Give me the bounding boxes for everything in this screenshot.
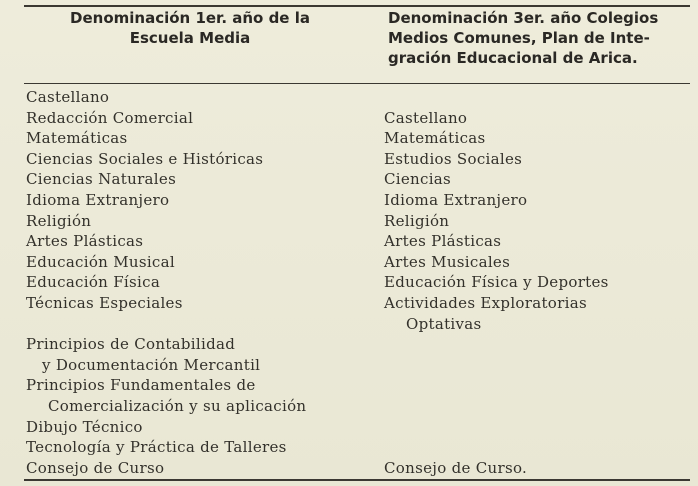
list-item: Comercialización y su aplicación (48, 396, 307, 415)
list-item: Principios de Contabilidad (26, 335, 236, 354)
list-item: Ciencias Sociales e Históricas (26, 149, 264, 168)
list-item: Estudios Sociales (384, 149, 523, 168)
left-subject-list (26, 87, 376, 478)
header-rule (24, 83, 690, 84)
list-item: Ciencias (384, 170, 452, 189)
list-item: Artes Plásticas (26, 232, 144, 251)
bottom-rule (24, 479, 690, 481)
list-item: Optativas (406, 314, 482, 333)
header-right: Denominación 3er. año Colegios Medios Comunes, Plan de Inte- gración Educacional de Arica. (388, 9, 659, 67)
list-item: Artes Musicales (384, 252, 511, 271)
list-item: Ciencias Naturales (26, 170, 177, 189)
list-item: Matemáticas (26, 129, 128, 148)
list-item: Artes Plásticas (384, 232, 502, 251)
list-item: Consejo de Curso. (384, 458, 528, 477)
list-item: Educación Física y Deportes (384, 273, 609, 292)
list-item: Castellano (26, 88, 110, 106)
list-item: Redacción Comercial (26, 108, 194, 127)
list-item: Matemáticas (384, 129, 486, 148)
list-item: Técnicas Especiales (26, 293, 183, 312)
list-item: Tecnología y Práctica de Talleres (26, 438, 287, 457)
list-item: Religión (384, 211, 450, 230)
list-item: y Documentación Mercantil (42, 355, 261, 374)
list-item: Principios Fundamentales de (26, 376, 256, 395)
list-item: Idioma Extranjero (26, 190, 170, 209)
list-item: Dibujo Técnico (26, 417, 143, 436)
top-rule (24, 5, 690, 7)
list-item: Actividades Exploratorias (384, 293, 587, 312)
list-item: Idioma Extranjero (384, 190, 528, 209)
list-item: Consejo de Curso (26, 458, 165, 477)
list-item: Educación Física (26, 273, 161, 292)
header-left: Denominación 1er. año de la Escuela Media (70, 9, 310, 47)
list-item: Educación Musical (26, 252, 175, 271)
list-item: Castellano (384, 108, 468, 127)
right-subject-list (384, 108, 684, 479)
list-item: Religión (26, 211, 92, 230)
